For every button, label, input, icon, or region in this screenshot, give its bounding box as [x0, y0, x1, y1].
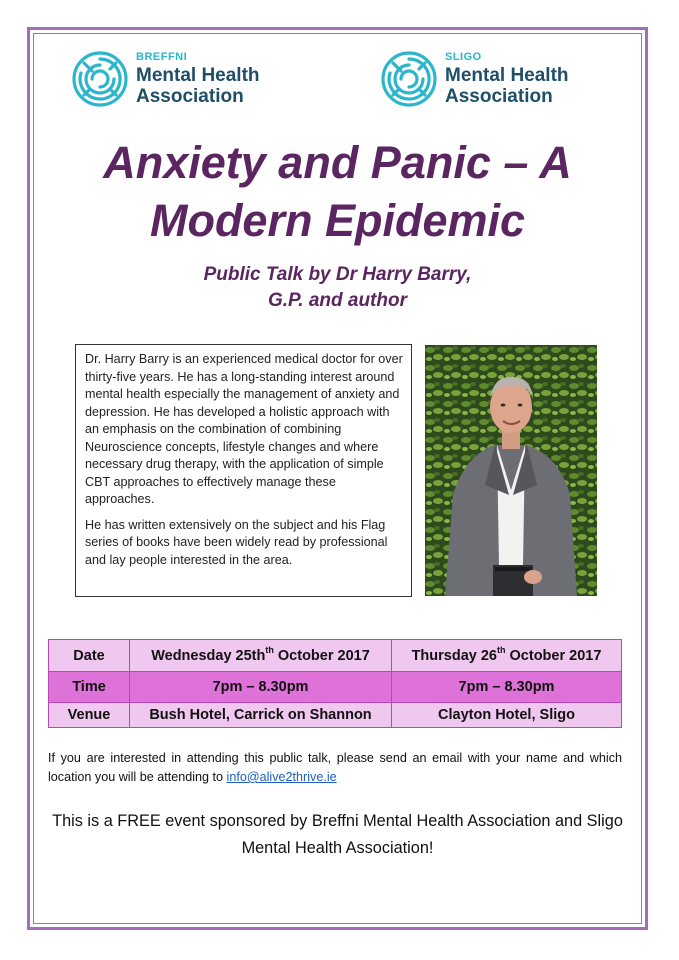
event-schedule-table	[48, 639, 622, 728]
invite-text	[48, 749, 622, 787]
invite-message: If you are interested in attending this public talk, please send an email with your name and which location you will be attending to	[48, 751, 622, 784]
table-row-venue	[49, 703, 622, 728]
subtitle-line-2: G.P. and author	[267, 290, 407, 311]
date-label: Date	[49, 640, 130, 672]
table-row-time	[49, 672, 622, 703]
event-2-date: Thursday 26th October 2017	[392, 640, 622, 672]
logo-line-2: Association	[136, 85, 244, 107]
free-line-2: Mental Health Association!	[241, 839, 434, 857]
bio-paragraph-2: He has written extensively on the subject and his Flag series of books have been widely read by professional and lay people interested in the area.	[85, 517, 388, 567]
logo-small-text: SLIGO	[445, 50, 482, 63]
breffni-logo	[70, 48, 260, 110]
speaker-bio-box	[75, 344, 412, 597]
event-1-date: Wednesday $25th^{th}$ October 2017	[130, 640, 392, 672]
logo-line-1: Mental Health	[445, 64, 569, 86]
sligo-logo	[379, 48, 569, 110]
email-link[interactable]: info@alive2thrive.ie	[226, 770, 337, 784]
subtitle-line-1: Public Talk by Dr Harry Barry,	[203, 264, 472, 285]
time-label: Time	[49, 672, 130, 703]
maze-brain-icon	[70, 49, 130, 109]
poster-title	[40, 134, 635, 250]
event-2-time: 7pm – 8.30pm	[392, 672, 622, 703]
logo-small-text: BREFFNI	[136, 50, 188, 63]
event-2-venue: Clayton Hotel, Sligo	[392, 703, 622, 728]
venue-label: Venue	[49, 703, 130, 728]
table-row-date	[49, 640, 622, 672]
poster-subtitle	[40, 262, 635, 314]
portrait-photo-icon	[425, 345, 597, 596]
free-event-notice	[40, 808, 635, 862]
bio-paragraph-1: Dr. Harry Barry is an experienced medical doctor for over thirty-five years. He has a long-standing interest around mental health especially the management of anxiety and depression. He has developed a holistic approach with an emphasis on the combination of combining Neuroscience concepts, lifestyle changes and where necessary drug therapy, with the application of simple CBT approaches to effectively manage these approaches.	[85, 352, 403, 506]
maze-brain-icon	[379, 49, 439, 109]
logo-line-1: Mental Health	[136, 64, 260, 86]
title-line-1: Anxiety and Panic – A	[103, 137, 572, 188]
logo-line-2: Association	[445, 85, 553, 107]
speaker-photo	[425, 345, 597, 596]
event-1-venue: Bush Hotel, Carrick on Shannon	[130, 703, 392, 728]
event-1-time: 7pm – 8.30pm	[130, 672, 392, 703]
free-line-1: This is a FREE event sponsored by Breffni Mental Health Association and Sligo	[52, 812, 623, 830]
title-line-2: Modern Epidemic	[149, 195, 526, 246]
